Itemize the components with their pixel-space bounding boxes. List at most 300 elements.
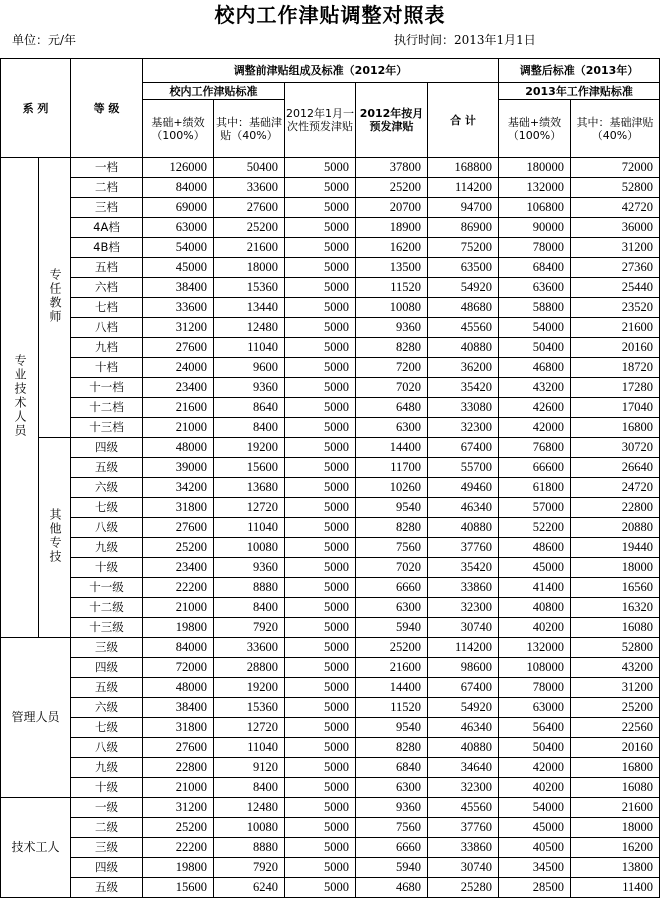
table-row: [1, 418, 660, 438]
series-0: [1, 158, 39, 638]
grade-cell: 4B档: [71, 238, 143, 258]
base-perf-header: 基础+绩效（100%）: [143, 100, 214, 158]
value-cell: 5000: [285, 158, 356, 178]
value-cell: 8280: [356, 738, 428, 758]
grade-cell: 八级: [71, 518, 143, 538]
value-cell: 68400: [499, 258, 571, 278]
grade-cell: 三级: [71, 638, 143, 658]
table-row: [1, 478, 660, 498]
value-cell: 75200: [428, 238, 499, 258]
value-cell: 26640: [571, 458, 660, 478]
value-cell: 5000: [285, 778, 356, 798]
value-cell: 9600: [214, 358, 285, 378]
grade-cell: 七级: [71, 498, 143, 518]
grade-cell: 六级: [71, 698, 143, 718]
value-cell: 11040: [214, 518, 285, 538]
value-cell: 36200: [428, 358, 499, 378]
value-cell: 25280: [428, 878, 499, 898]
grade-cell: 九级: [71, 758, 143, 778]
table-row: [1, 758, 660, 778]
value-cell: 46340: [428, 718, 499, 738]
value-cell: 25200: [356, 178, 428, 198]
value-cell: 12720: [214, 498, 285, 518]
post-adjustment-header: 调整后标准（2013年）: [499, 59, 660, 83]
base-part-2013-header: 其中：基础津贴（40%）: [571, 100, 660, 158]
value-cell: 11040: [214, 738, 285, 758]
subgroup-0-0-label: 专任教师: [48, 268, 62, 324]
value-cell: 11520: [356, 278, 428, 298]
value-cell: 15600: [214, 458, 285, 478]
grade-cell: 四级: [71, 858, 143, 878]
value-cell: 20160: [571, 338, 660, 358]
value-cell: 5000: [285, 478, 356, 498]
value-cell: 5000: [285, 338, 356, 358]
value-cell: 76800: [499, 438, 571, 458]
table-row: [1, 318, 660, 338]
grade-cell: 五级: [71, 458, 143, 478]
value-cell: 5000: [285, 238, 356, 258]
value-cell: 32300: [428, 778, 499, 798]
value-cell: 63600: [499, 278, 571, 298]
value-cell: 16200: [356, 238, 428, 258]
value-cell: 6240: [214, 878, 285, 898]
base-perf-2013-header: 基础+绩效（100%）: [499, 100, 571, 158]
value-cell: 50400: [214, 158, 285, 178]
table-row: [1, 578, 660, 598]
subgroup-0-1-label: 其他专技: [48, 508, 62, 564]
value-cell: 18000: [214, 258, 285, 278]
grade-cell: 五档: [71, 258, 143, 278]
value-cell: 7920: [214, 858, 285, 878]
grade-cell: 八档: [71, 318, 143, 338]
value-cell: 15360: [214, 698, 285, 718]
table-body: [1, 158, 660, 898]
value-cell: 43200: [499, 378, 571, 398]
value-cell: 33860: [428, 578, 499, 598]
value-cell: 20880: [571, 518, 660, 538]
grade-cell: 六级: [71, 478, 143, 498]
value-cell: 14400: [356, 678, 428, 698]
unit-label: 单位：元/年: [12, 33, 77, 47]
value-cell: 22800: [571, 498, 660, 518]
value-cell: 15360: [214, 278, 285, 298]
value-cell: 13680: [214, 478, 285, 498]
value-cell: 50400: [499, 338, 571, 358]
value-cell: 42600: [499, 398, 571, 418]
value-cell: 5000: [285, 738, 356, 758]
value-cell: 5000: [285, 578, 356, 598]
table-row: [1, 378, 660, 398]
grade-cell: 三级: [71, 838, 143, 858]
value-cell: 7200: [356, 358, 428, 378]
value-cell: 63000: [143, 218, 214, 238]
value-cell: 72000: [143, 658, 214, 678]
value-cell: 5000: [285, 838, 356, 858]
value-cell: 27600: [143, 738, 214, 758]
grade-cell: 十档: [71, 358, 143, 378]
grade-cell: 一档: [71, 158, 143, 178]
value-cell: 10080: [356, 298, 428, 318]
table-header: [1, 59, 660, 158]
table-row: [1, 638, 660, 658]
value-cell: 58800: [499, 298, 571, 318]
value-cell: 8640: [214, 398, 285, 418]
value-cell: 5000: [285, 558, 356, 578]
grade-cell: 十一档: [71, 378, 143, 398]
value-cell: 31800: [143, 718, 214, 738]
table-row: [1, 738, 660, 758]
value-cell: 9360: [356, 318, 428, 338]
value-cell: 19800: [143, 858, 214, 878]
value-cell: 5000: [285, 378, 356, 398]
table-row: [1, 678, 660, 698]
value-cell: 12720: [214, 718, 285, 738]
value-cell: 5000: [285, 438, 356, 458]
value-cell: 18720: [571, 358, 660, 378]
value-cell: 5000: [285, 258, 356, 278]
value-cell: 54920: [428, 698, 499, 718]
value-cell: 42000: [499, 758, 571, 778]
value-cell: 17040: [571, 398, 660, 418]
value-cell: 5000: [285, 678, 356, 698]
value-cell: 21000: [143, 418, 214, 438]
value-cell: 19200: [214, 678, 285, 698]
value-cell: 5000: [285, 818, 356, 838]
value-cell: 33600: [214, 178, 285, 198]
value-cell: 31200: [143, 798, 214, 818]
value-cell: 21000: [143, 778, 214, 798]
value-cell: 54000: [499, 318, 571, 338]
table-row: [1, 858, 660, 878]
table-row: [1, 278, 660, 298]
value-cell: 5000: [285, 538, 356, 558]
value-cell: 28500: [499, 878, 571, 898]
value-cell: 33080: [428, 398, 499, 418]
value-cell: 168800: [428, 158, 499, 178]
value-cell: 25200: [143, 538, 214, 558]
series-0-label: 专业技术人员: [13, 354, 27, 438]
table-row: [1, 778, 660, 798]
value-cell: 67400: [428, 438, 499, 458]
value-cell: 5000: [285, 598, 356, 618]
total-header: 合 计: [428, 83, 499, 158]
value-cell: 34640: [428, 758, 499, 778]
value-cell: 9540: [356, 718, 428, 738]
campus-standard-header: 校内工作津贴标准: [143, 83, 285, 100]
value-cell: 6660: [356, 578, 428, 598]
grade-cell: 一级: [71, 798, 143, 818]
value-cell: 5000: [285, 218, 356, 238]
subgroup-0-0: [39, 158, 71, 438]
value-cell: 52800: [571, 638, 660, 658]
value-cell: 84000: [143, 178, 214, 198]
value-cell: 7560: [356, 538, 428, 558]
value-cell: 11520: [356, 698, 428, 718]
table-row: [1, 438, 660, 458]
value-cell: 63500: [428, 258, 499, 278]
value-cell: 21000: [143, 598, 214, 618]
value-cell: 5940: [356, 618, 428, 638]
table-row: [1, 358, 660, 378]
value-cell: 8400: [214, 778, 285, 798]
table-row: [1, 598, 660, 618]
grade-cell: 七档: [71, 298, 143, 318]
value-cell: 40200: [499, 618, 571, 638]
value-cell: 40200: [499, 778, 571, 798]
grade-cell: 十级: [71, 558, 143, 578]
value-cell: 46800: [499, 358, 571, 378]
table-row: [1, 298, 660, 318]
value-cell: 43200: [571, 658, 660, 678]
value-cell: 66600: [499, 458, 571, 478]
grade-cell: 四级: [71, 438, 143, 458]
table-row: [1, 538, 660, 558]
value-cell: 50400: [499, 738, 571, 758]
value-cell: 180000: [499, 158, 571, 178]
value-cell: 17280: [571, 378, 660, 398]
value-cell: 5000: [285, 718, 356, 738]
value-cell: 9360: [356, 798, 428, 818]
value-cell: 16800: [571, 758, 660, 778]
value-cell: 69000: [143, 198, 214, 218]
table-row: [1, 158, 660, 178]
grade-header: 等 级: [71, 59, 143, 158]
value-cell: 24720: [571, 478, 660, 498]
grade-cell: 二级: [71, 818, 143, 838]
grade-cell: 十三档: [71, 418, 143, 438]
value-cell: 11400: [571, 878, 660, 898]
value-cell: 49460: [428, 478, 499, 498]
value-cell: 5000: [285, 698, 356, 718]
value-cell: 38400: [143, 278, 214, 298]
value-cell: 22800: [143, 758, 214, 778]
value-cell: 5000: [285, 878, 356, 898]
value-cell: 31800: [143, 498, 214, 518]
value-cell: 13500: [356, 258, 428, 278]
value-cell: 40880: [428, 738, 499, 758]
value-cell: 27600: [143, 518, 214, 538]
value-cell: 23400: [143, 378, 214, 398]
table-row: [1, 838, 660, 858]
table-row: [1, 558, 660, 578]
value-cell: 30740: [428, 858, 499, 878]
value-cell: 37760: [428, 818, 499, 838]
value-cell: 78000: [499, 238, 571, 258]
value-cell: 23520: [571, 298, 660, 318]
value-cell: 31200: [571, 678, 660, 698]
value-cell: 16320: [571, 598, 660, 618]
value-cell: 19800: [143, 618, 214, 638]
value-cell: 126000: [143, 158, 214, 178]
page-title: 校内工作津贴调整对照表: [214, 3, 446, 27]
pre-adjustment-header: 调整前津贴组成及标准（2012年）: [143, 59, 499, 83]
value-cell: 45000: [499, 558, 571, 578]
grade-cell: 三档: [71, 198, 143, 218]
grade-cell: 十二档: [71, 398, 143, 418]
value-cell: 48000: [143, 678, 214, 698]
series-2: 技术工人: [1, 798, 71, 898]
value-cell: 42720: [571, 198, 660, 218]
value-cell: 36000: [571, 218, 660, 238]
grade-cell: 五级: [71, 878, 143, 898]
value-cell: 78000: [499, 678, 571, 698]
value-cell: 34200: [143, 478, 214, 498]
value-cell: 40800: [499, 598, 571, 618]
value-cell: 45560: [428, 318, 499, 338]
value-cell: 20160: [571, 738, 660, 758]
value-cell: 84000: [143, 638, 214, 658]
table-row: [1, 618, 660, 638]
value-cell: 56400: [499, 718, 571, 738]
grade-cell: 八级: [71, 738, 143, 758]
value-cell: 35420: [428, 558, 499, 578]
value-cell: 12480: [214, 318, 285, 338]
value-cell: 46340: [428, 498, 499, 518]
value-cell: 8400: [214, 598, 285, 618]
value-cell: 16800: [571, 418, 660, 438]
value-cell: 7560: [356, 818, 428, 838]
value-cell: 8400: [214, 418, 285, 438]
value-cell: 94700: [428, 198, 499, 218]
value-cell: 16080: [571, 778, 660, 798]
bonus-2012-header: 2012年1月一次性预发津贴: [285, 83, 356, 158]
value-cell: 16560: [571, 578, 660, 598]
value-cell: 5000: [285, 278, 356, 298]
grade-cell: 九级: [71, 538, 143, 558]
value-cell: 10080: [214, 818, 285, 838]
table-row: [1, 218, 660, 238]
value-cell: 25440: [571, 278, 660, 298]
value-cell: 24000: [143, 358, 214, 378]
subgroup-0-1: [39, 438, 71, 638]
value-cell: 13440: [214, 298, 285, 318]
grade-cell: 十级: [71, 778, 143, 798]
value-cell: 16080: [571, 618, 660, 638]
value-cell: 12480: [214, 798, 285, 818]
value-cell: 22200: [143, 838, 214, 858]
value-cell: 21600: [356, 658, 428, 678]
value-cell: 37800: [356, 158, 428, 178]
table-row: [1, 238, 660, 258]
value-cell: 22560: [571, 718, 660, 738]
value-cell: 5000: [285, 358, 356, 378]
value-cell: 5000: [285, 638, 356, 658]
value-cell: 8880: [214, 838, 285, 858]
value-cell: 31200: [571, 238, 660, 258]
value-cell: 6660: [356, 838, 428, 858]
value-cell: 52200: [499, 518, 571, 538]
value-cell: 25200: [143, 818, 214, 838]
value-cell: 72000: [571, 158, 660, 178]
value-cell: 33600: [214, 638, 285, 658]
value-cell: 21600: [571, 318, 660, 338]
value-cell: 40880: [428, 338, 499, 358]
value-cell: 98600: [428, 658, 499, 678]
value-cell: 5000: [285, 758, 356, 778]
value-cell: 55700: [428, 458, 499, 478]
value-cell: 33600: [143, 298, 214, 318]
value-cell: 25200: [356, 638, 428, 658]
allowance-table: [0, 58, 660, 898]
value-cell: 5000: [285, 658, 356, 678]
monthly-2012-header: 2012年按月预发津贴: [356, 83, 428, 158]
value-cell: 5000: [285, 498, 356, 518]
value-cell: 21600: [214, 238, 285, 258]
grade-cell: 二档: [71, 178, 143, 198]
execution-date: 执行时间：2013年1月1日: [394, 33, 536, 47]
value-cell: 6300: [356, 598, 428, 618]
value-cell: 54000: [499, 798, 571, 818]
grade-cell: 六档: [71, 278, 143, 298]
base-part-header: 其中：基础津贴（40%）: [214, 100, 285, 158]
grade-cell: 四级: [71, 658, 143, 678]
value-cell: 38400: [143, 698, 214, 718]
value-cell: 5000: [285, 298, 356, 318]
value-cell: 5000: [285, 618, 356, 638]
value-cell: 52800: [571, 178, 660, 198]
value-cell: 19440: [571, 538, 660, 558]
table-row: [1, 258, 660, 278]
grade-cell: 4A档: [71, 218, 143, 238]
value-cell: 5940: [356, 858, 428, 878]
value-cell: 27600: [214, 198, 285, 218]
value-cell: 32300: [428, 418, 499, 438]
value-cell: 6480: [356, 398, 428, 418]
value-cell: 90000: [499, 218, 571, 238]
grade-cell: 十三级: [71, 618, 143, 638]
grade-cell: 九档: [71, 338, 143, 358]
value-cell: 6300: [356, 778, 428, 798]
value-cell: 48600: [499, 538, 571, 558]
value-cell: 9360: [214, 378, 285, 398]
value-cell: 5000: [285, 458, 356, 478]
value-cell: 7020: [356, 558, 428, 578]
table-row: [1, 818, 660, 838]
value-cell: 30740: [428, 618, 499, 638]
grade-cell: 五级: [71, 678, 143, 698]
value-cell: 35420: [428, 378, 499, 398]
value-cell: 5000: [285, 518, 356, 538]
value-cell: 15600: [143, 878, 214, 898]
value-cell: 5000: [285, 398, 356, 418]
value-cell: 32300: [428, 598, 499, 618]
value-cell: 14400: [356, 438, 428, 458]
value-cell: 20700: [356, 198, 428, 218]
value-cell: 67400: [428, 678, 499, 698]
value-cell: 9540: [356, 498, 428, 518]
value-cell: 5000: [285, 798, 356, 818]
value-cell: 18900: [356, 218, 428, 238]
value-cell: 7920: [214, 618, 285, 638]
value-cell: 48000: [143, 438, 214, 458]
value-cell: 42000: [499, 418, 571, 438]
value-cell: 132000: [499, 638, 571, 658]
value-cell: 40500: [499, 838, 571, 858]
value-cell: 61800: [499, 478, 571, 498]
table-row: [1, 518, 660, 538]
standard-2013-header: 2013年工作津贴标准: [499, 83, 660, 100]
value-cell: 41400: [499, 578, 571, 598]
value-cell: 27600: [143, 338, 214, 358]
value-cell: 21600: [571, 798, 660, 818]
value-cell: 11700: [356, 458, 428, 478]
table-row: [1, 398, 660, 418]
value-cell: 45560: [428, 798, 499, 818]
value-cell: 11040: [214, 338, 285, 358]
series-header: 系 列: [1, 59, 71, 158]
value-cell: 28800: [214, 658, 285, 678]
grade-cell: 七级: [71, 718, 143, 738]
